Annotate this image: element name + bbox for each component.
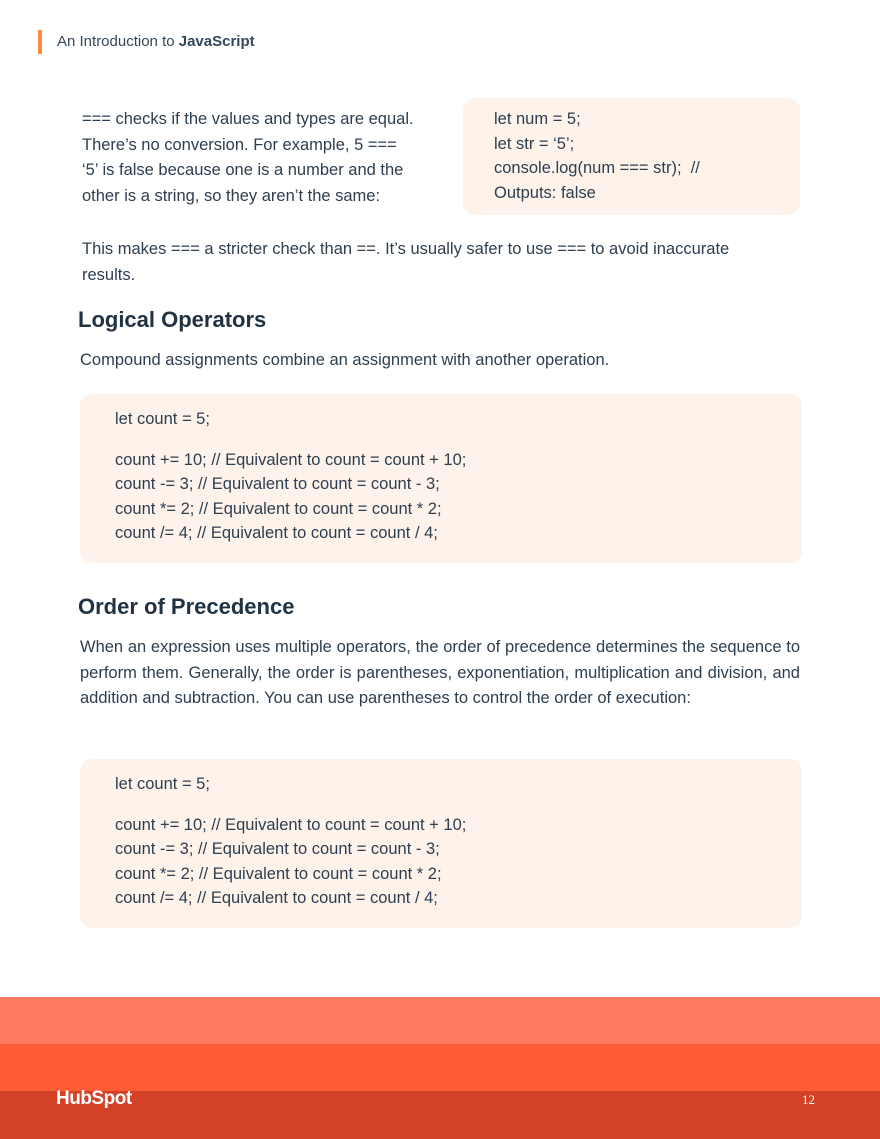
logical-code-block: let count = 5; count += 10; // Equivalent to count = count + 10; count -= 3; // Equivalent to count = count - 3; count *= 2; // Equivalent to count = count * 2; count /= 4; // Equivalent to count = count / 4; xyxy=(80,394,802,563)
page-number: 12 xyxy=(802,1092,815,1107)
logical-operators-text: Compound assignments combine an assignment with another operation. xyxy=(80,351,610,369)
strict-equality-code-block: let num = 5; let str = ‘5’; console.log(num === str); // Outputs: false xyxy=(463,98,800,215)
footer-band-light xyxy=(0,997,880,1044)
footer-band-mid xyxy=(0,1044,880,1091)
header-accent-bar xyxy=(38,30,42,54)
logical-operators-heading: Logical Operators xyxy=(78,307,267,332)
footer-band-dark xyxy=(0,1091,880,1139)
precedence-text: When an expression uses multiple operators, the order of precedence determines the sequence to perform them. Generally, the order is parentheses, exponentiation, multiplication and division, and addition and subtraction. You can use parentheses to control the order of execution: xyxy=(80,638,800,707)
strict-note: This makes === a stricter check than ==. It’s usually safer to use === to avoid inaccurate results. xyxy=(82,240,730,284)
document-title: An Introduction to JavaScript xyxy=(57,33,255,50)
precedence-heading: Order of Precedence xyxy=(78,594,295,619)
strict-equality-text: === checks if the values and types are equal. There’s no conversion. For example, 5 === ‘5’ is false because one is a number and the other is a string, so they aren’t the same: xyxy=(82,110,414,205)
hubspot-logo: HubSpot xyxy=(56,1088,132,1109)
precedence-code-block: let count = 5; count += 10; // Equivalent to count = count + 10; count -= 3; // Equivalent to count = count - 3; count *= 2; // Equivalent to count = count * 2; count /= 4; // Equivalent to count = count / 4; xyxy=(80,759,802,928)
